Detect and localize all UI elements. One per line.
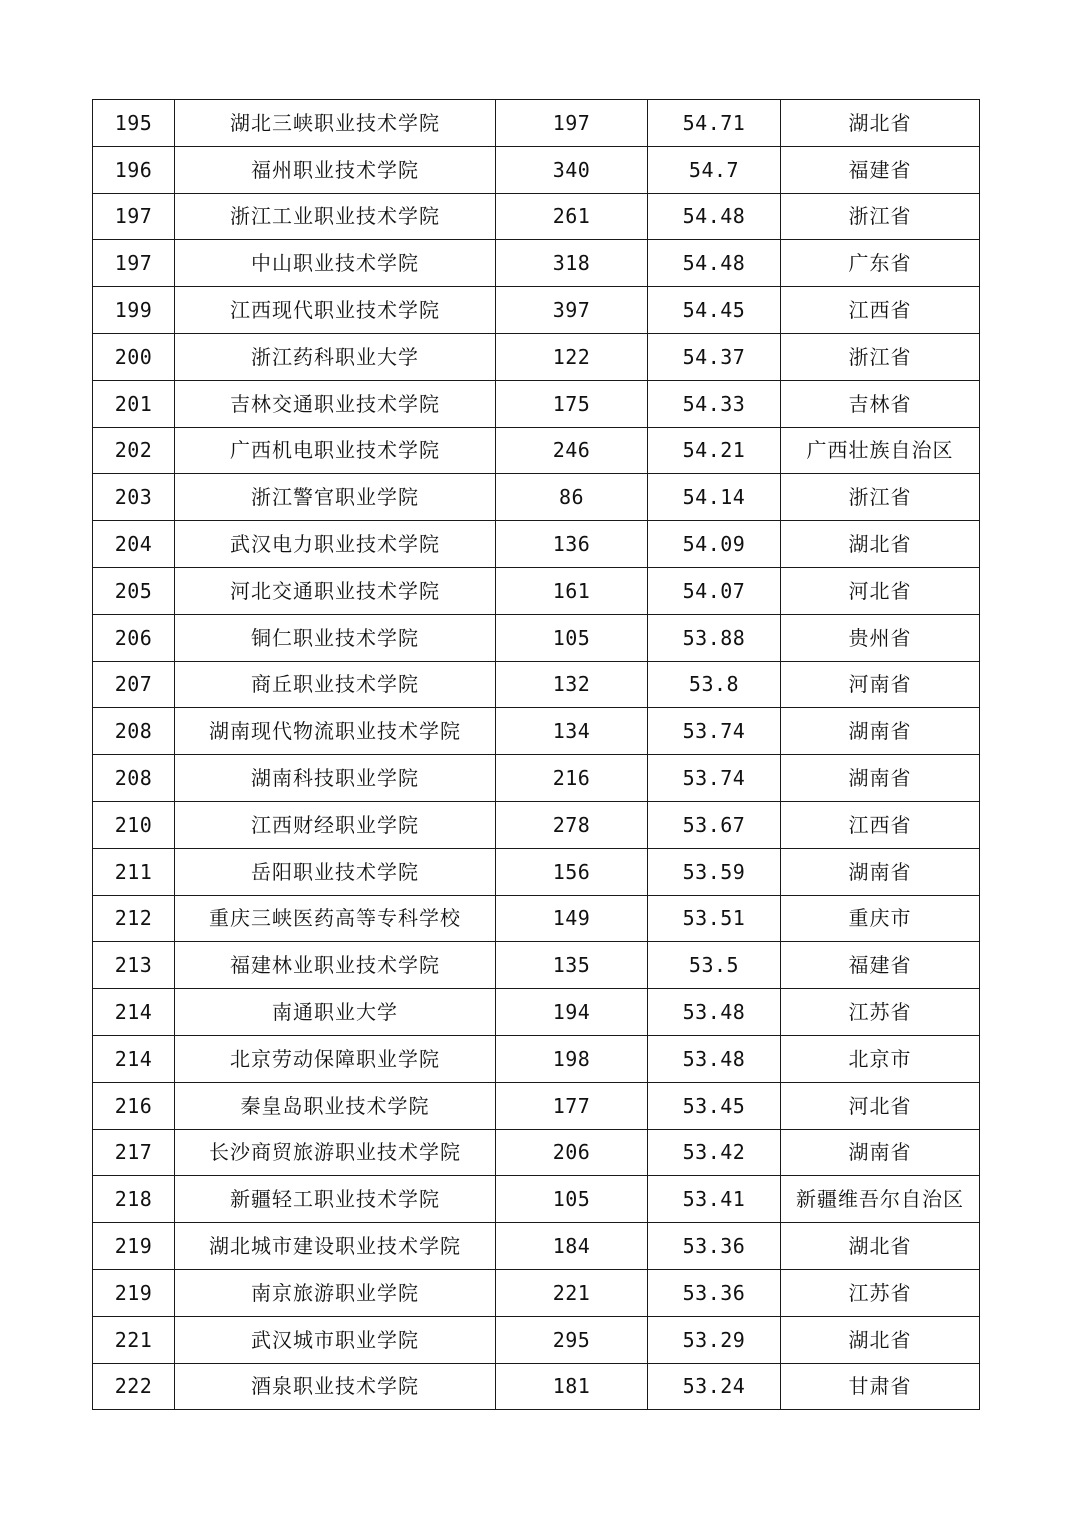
score-cell: 54.48 xyxy=(648,193,781,240)
rank-cell: 211 xyxy=(93,848,175,895)
institution-name-cell: 湖南现代物流职业技术学院 xyxy=(175,708,496,755)
count-cell: 194 xyxy=(496,989,648,1036)
rank-cell: 222 xyxy=(93,1363,175,1410)
rank-cell: 212 xyxy=(93,895,175,942)
institution-name-cell: 福州职业技术学院 xyxy=(175,146,496,193)
rank-cell: 208 xyxy=(93,708,175,755)
institution-name-cell: 酒泉职业技术学院 xyxy=(175,1363,496,1410)
rank-cell: 197 xyxy=(93,240,175,287)
rank-cell: 218 xyxy=(93,1176,175,1223)
count-cell: 156 xyxy=(496,848,648,895)
province-cell: 湖南省 xyxy=(781,755,980,802)
province-cell: 河北省 xyxy=(781,567,980,614)
table-row xyxy=(93,193,980,240)
rank-cell: 208 xyxy=(93,755,175,802)
count-cell: 136 xyxy=(496,521,648,568)
institution-name-cell: 秦皇岛职业技术学院 xyxy=(175,1082,496,1129)
province-cell: 江苏省 xyxy=(781,989,980,1036)
count-cell: 397 xyxy=(496,287,648,334)
institution-name-cell: 武汉城市职业学院 xyxy=(175,1316,496,1363)
score-cell: 54.33 xyxy=(648,380,781,427)
institution-name-cell: 铜仁职业技术学院 xyxy=(175,614,496,661)
rank-cell: 199 xyxy=(93,287,175,334)
table-row xyxy=(93,848,980,895)
rank-cell: 200 xyxy=(93,333,175,380)
count-cell: 181 xyxy=(496,1363,648,1410)
rank-cell: 195 xyxy=(93,100,175,147)
rank-cell: 197 xyxy=(93,193,175,240)
count-cell: 216 xyxy=(496,755,648,802)
table-row xyxy=(93,942,980,989)
rank-cell: 219 xyxy=(93,1269,175,1316)
count-cell: 198 xyxy=(496,1035,648,1082)
rank-cell: 210 xyxy=(93,801,175,848)
score-cell: 53.29 xyxy=(648,1316,781,1363)
score-cell: 54.71 xyxy=(648,100,781,147)
score-cell: 54.48 xyxy=(648,240,781,287)
institution-name-cell: 武汉电力职业技术学院 xyxy=(175,521,496,568)
table-row xyxy=(93,287,980,334)
province-cell: 江苏省 xyxy=(781,1269,980,1316)
count-cell: 295 xyxy=(496,1316,648,1363)
province-cell: 广西壮族自治区 xyxy=(781,427,980,474)
count-cell: 278 xyxy=(496,801,648,848)
province-cell: 浙江省 xyxy=(781,474,980,521)
institution-name-cell: 吉林交通职业技术学院 xyxy=(175,380,496,427)
count-cell: 177 xyxy=(496,1082,648,1129)
institution-name-cell: 岳阳职业技术学院 xyxy=(175,848,496,895)
score-cell: 53.67 xyxy=(648,801,781,848)
score-cell: 53.36 xyxy=(648,1269,781,1316)
table-row xyxy=(93,333,980,380)
count-cell: 221 xyxy=(496,1269,648,1316)
table-row xyxy=(93,521,980,568)
rank-cell: 205 xyxy=(93,567,175,614)
rank-cell: 214 xyxy=(93,1035,175,1082)
table-row xyxy=(93,989,980,1036)
province-cell: 湖南省 xyxy=(781,1129,980,1176)
province-cell: 湖北省 xyxy=(781,1316,980,1363)
table-row xyxy=(93,1082,980,1129)
count-cell: 135 xyxy=(496,942,648,989)
institution-name-cell: 江西财经职业学院 xyxy=(175,801,496,848)
institution-name-cell: 新疆轻工职业技术学院 xyxy=(175,1176,496,1223)
rank-cell: 213 xyxy=(93,942,175,989)
rank-cell: 219 xyxy=(93,1223,175,1270)
institution-name-cell: 南京旅游职业学院 xyxy=(175,1269,496,1316)
score-cell: 54.07 xyxy=(648,567,781,614)
rank-cell: 202 xyxy=(93,427,175,474)
province-cell: 吉林省 xyxy=(781,380,980,427)
rank-cell: 216 xyxy=(93,1082,175,1129)
table-row xyxy=(93,801,980,848)
count-cell: 184 xyxy=(496,1223,648,1270)
table-row xyxy=(93,380,980,427)
table-row xyxy=(93,1269,980,1316)
score-cell: 53.8 xyxy=(648,661,781,708)
count-cell: 318 xyxy=(496,240,648,287)
table-row xyxy=(93,100,980,147)
province-cell: 甘肃省 xyxy=(781,1363,980,1410)
table-row xyxy=(93,474,980,521)
count-cell: 175 xyxy=(496,380,648,427)
score-cell: 53.59 xyxy=(648,848,781,895)
score-cell: 54.37 xyxy=(648,333,781,380)
province-cell: 湖北省 xyxy=(781,1223,980,1270)
table-row xyxy=(93,895,980,942)
table-row xyxy=(93,567,980,614)
rank-cell: 196 xyxy=(93,146,175,193)
province-cell: 江西省 xyxy=(781,801,980,848)
institution-name-cell: 浙江警官职业学院 xyxy=(175,474,496,521)
score-cell: 53.41 xyxy=(648,1176,781,1223)
institution-name-cell: 河北交通职业技术学院 xyxy=(175,567,496,614)
rank-cell: 201 xyxy=(93,380,175,427)
rank-cell: 203 xyxy=(93,474,175,521)
count-cell: 86 xyxy=(496,474,648,521)
province-cell: 福建省 xyxy=(781,942,980,989)
count-cell: 261 xyxy=(496,193,648,240)
score-cell: 53.51 xyxy=(648,895,781,942)
count-cell: 161 xyxy=(496,567,648,614)
count-cell: 340 xyxy=(496,146,648,193)
score-cell: 53.74 xyxy=(648,755,781,802)
institution-name-cell: 福建林业职业技术学院 xyxy=(175,942,496,989)
institution-name-cell: 重庆三峡医药高等专科学校 xyxy=(175,895,496,942)
table-row xyxy=(93,661,980,708)
table-row xyxy=(93,614,980,661)
rank-cell: 221 xyxy=(93,1316,175,1363)
score-cell: 53.36 xyxy=(648,1223,781,1270)
institution-name-cell: 浙江工业职业技术学院 xyxy=(175,193,496,240)
score-cell: 53.88 xyxy=(648,614,781,661)
province-cell: 湖南省 xyxy=(781,848,980,895)
count-cell: 206 xyxy=(496,1129,648,1176)
count-cell: 134 xyxy=(496,708,648,755)
institution-name-cell: 长沙商贸旅游职业技术学院 xyxy=(175,1129,496,1176)
score-cell: 54.09 xyxy=(648,521,781,568)
count-cell: 149 xyxy=(496,895,648,942)
ranking-table-body xyxy=(93,100,980,1410)
province-cell: 湖南省 xyxy=(781,708,980,755)
institution-name-cell: 湖北三峡职业技术学院 xyxy=(175,100,496,147)
count-cell: 197 xyxy=(496,100,648,147)
count-cell: 132 xyxy=(496,661,648,708)
score-cell: 53.42 xyxy=(648,1129,781,1176)
rank-cell: 206 xyxy=(93,614,175,661)
province-cell: 北京市 xyxy=(781,1035,980,1082)
score-cell: 53.5 xyxy=(648,942,781,989)
province-cell: 河北省 xyxy=(781,1082,980,1129)
province-cell: 浙江省 xyxy=(781,193,980,240)
rank-cell: 207 xyxy=(93,661,175,708)
rank-cell: 217 xyxy=(93,1129,175,1176)
institution-name-cell: 浙江药科职业大学 xyxy=(175,333,496,380)
rank-cell: 214 xyxy=(93,989,175,1036)
table-row xyxy=(93,1363,980,1410)
province-cell: 新疆维吾尔自治区 xyxy=(781,1176,980,1223)
score-cell: 53.48 xyxy=(648,989,781,1036)
rank-cell: 204 xyxy=(93,521,175,568)
institution-name-cell: 商丘职业技术学院 xyxy=(175,661,496,708)
score-cell: 54.7 xyxy=(648,146,781,193)
institution-name-cell: 广西机电职业技术学院 xyxy=(175,427,496,474)
score-cell: 54.14 xyxy=(648,474,781,521)
count-cell: 246 xyxy=(496,427,648,474)
province-cell: 广东省 xyxy=(781,240,980,287)
institution-name-cell: 南通职业大学 xyxy=(175,989,496,1036)
count-cell: 122 xyxy=(496,333,648,380)
table-row xyxy=(93,1223,980,1270)
institution-name-cell: 湖北城市建设职业技术学院 xyxy=(175,1223,496,1270)
province-cell: 贵州省 xyxy=(781,614,980,661)
table-row xyxy=(93,146,980,193)
table-row xyxy=(93,427,980,474)
institution-name-cell: 湖南科技职业学院 xyxy=(175,755,496,802)
score-cell: 54.45 xyxy=(648,287,781,334)
institution-name-cell: 中山职业技术学院 xyxy=(175,240,496,287)
province-cell: 湖北省 xyxy=(781,521,980,568)
score-cell: 54.21 xyxy=(648,427,781,474)
province-cell: 浙江省 xyxy=(781,333,980,380)
table-row xyxy=(93,1129,980,1176)
table-row xyxy=(93,1035,980,1082)
table-row xyxy=(93,1176,980,1223)
count-cell: 105 xyxy=(496,614,648,661)
score-cell: 53.48 xyxy=(648,1035,781,1082)
table-row xyxy=(93,755,980,802)
institution-name-cell: 江西现代职业技术学院 xyxy=(175,287,496,334)
count-cell: 105 xyxy=(496,1176,648,1223)
province-cell: 河南省 xyxy=(781,661,980,708)
score-cell: 53.24 xyxy=(648,1363,781,1410)
ranking-table xyxy=(92,99,980,1410)
table-row xyxy=(93,708,980,755)
province-cell: 江西省 xyxy=(781,287,980,334)
table-row xyxy=(93,1316,980,1363)
table-row xyxy=(93,240,980,287)
score-cell: 53.45 xyxy=(648,1082,781,1129)
province-cell: 重庆市 xyxy=(781,895,980,942)
province-cell: 福建省 xyxy=(781,146,980,193)
institution-name-cell: 北京劳动保障职业学院 xyxy=(175,1035,496,1082)
province-cell: 湖北省 xyxy=(781,100,980,147)
score-cell: 53.74 xyxy=(648,708,781,755)
